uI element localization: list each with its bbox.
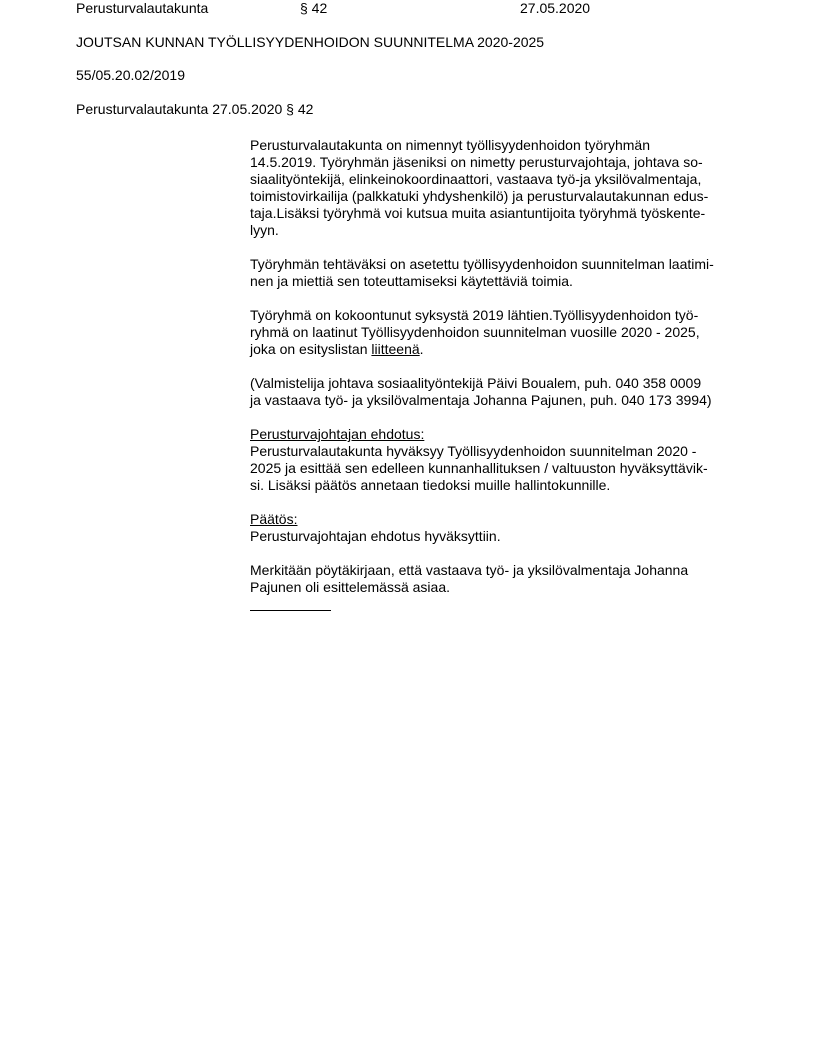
text-line: Perusturvalautakunta hyväksyy Työllisyydenhoidon suunnitelman 2020 - [250, 443, 697, 459]
header-section: § 42 [300, 0, 328, 16]
text-line: Perusturvalautakunta on nimennyt työllisyydenhoidon työryhmän [250, 137, 651, 153]
document-body [250, 137, 750, 611]
text-line: si. Lisäksi päätös annetaan tiedoksi muille hallintokunnille. [250, 477, 611, 493]
meeting-line: Perusturvalautakunta 27.05.2020 § 42 [76, 101, 314, 117]
decision-heading: Päätös: [250, 511, 298, 527]
end-rule [250, 610, 331, 611]
text-line: ryhmä on laatinut Työllisyydenhoidon suunnitelman vuosille 2020 - 2025, [250, 324, 700, 340]
text-fragment: joka on esityslistan [250, 341, 372, 357]
text-line: lyyn. [250, 222, 279, 238]
text-line: Merkitään pöytäkirjaan, että vastaava työ- ja yksilövalmentaja Johanna [250, 562, 689, 578]
record-reference: 55/05.20.02/2019 [76, 67, 185, 83]
header-date: 27.05.2020 [520, 0, 591, 16]
document-title: JOUTSAN KUNNAN TYÖLLISYYDENHOIDON SUUNNITELMA 2020-2025 [76, 34, 545, 50]
text-line: Pajunen oli esittelemässä asiaa. [250, 579, 451, 595]
text-line: 2025 ja esittää sen edelleen kunnanhallituksen / valtuuston hyväksyttävik- [250, 460, 708, 476]
paragraph-meetings [250, 307, 750, 358]
text-line: toimistovirkailija (palkkatuki yhdyshenkilö) ja perusturvalautakunnan edus- [250, 188, 709, 204]
attachment-link[interactable]: liitteenä [371, 341, 420, 357]
text-line: 14.5.2019. Työryhmän jäseniksi on nimetty perusturvajohtaja, johtava so- [250, 154, 703, 170]
text-line: nen ja miettiä sen toteuttamiseksi käytettäviä toimia. [250, 273, 573, 289]
paragraph-preparer [250, 375, 750, 409]
text-line: (Valmistelija johtava sosiaalityöntekijä Päivi Boualem, puh. 040 358 0009 [250, 375, 702, 391]
paragraph-proposal [250, 426, 750, 494]
header-committee: Perusturvalautakunta [76, 0, 209, 16]
text-line: Työryhmä on kokoontunut syksystä 2019 lähtien.Työllisyydenhoidon työ- [250, 307, 699, 323]
proposal-heading: Perusturvajohtajan ehdotus: [250, 426, 425, 442]
paragraph-note [250, 562, 750, 596]
text-line: taja.Lisäksi työryhmä voi kutsua muita asiantuntijoita työryhmä työskente- [250, 205, 706, 221]
text-line: ja vastaava työ- ja yksilövalmentaja Johanna Pajunen, puh. 040 173 3994) [250, 392, 712, 408]
text-fragment: . [419, 341, 424, 357]
text-line: Työryhmän tehtäväksi on asetettu työllisyydenhoidon suunnitelman laatimi- [250, 256, 714, 272]
decision-text: Perusturvajohtajan ehdotus hyväksyttiin. [250, 528, 501, 544]
text-line: siaalityöntekijä, elinkeinokoordinaattori, vastaava työ-ja yksilövalmentaja, [250, 171, 702, 187]
paragraph-task [250, 256, 750, 290]
text-line [250, 341, 750, 358]
paragraph-decision [250, 511, 750, 545]
paragraph-workgroup [250, 137, 750, 239]
